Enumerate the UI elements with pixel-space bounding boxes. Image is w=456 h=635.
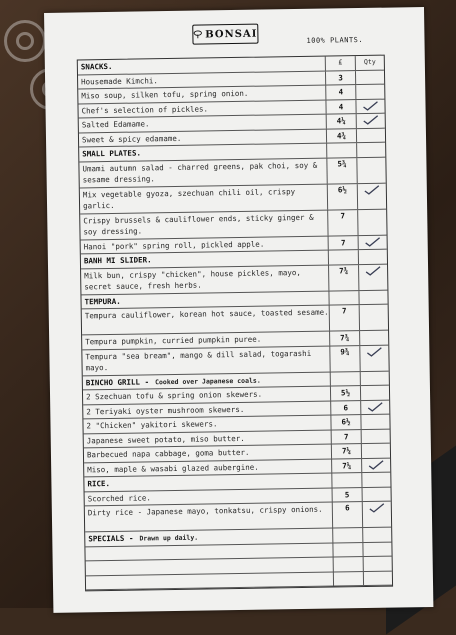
item-price: 7 bbox=[329, 236, 359, 250]
item-price: 6 bbox=[331, 401, 361, 415]
qty-column-header bbox=[363, 528, 391, 542]
empty-price bbox=[333, 543, 363, 557]
check-mark-icon bbox=[364, 184, 380, 194]
item-description: Hanoi "pork" spring roll, pickled apple. bbox=[81, 236, 329, 253]
item-price: 7¾ bbox=[330, 331, 360, 345]
watermark-icon bbox=[4, 20, 46, 62]
item-description: Salted Edamame. bbox=[79, 115, 327, 132]
menu-sheet bbox=[44, 7, 433, 613]
item-description: Crispy brussels & cauliflower ends, sticky ginger & soy dressing. bbox=[80, 210, 328, 239]
section-note: Drawn up daily. bbox=[139, 534, 198, 543]
item-price: 6½ bbox=[331, 415, 361, 429]
item-qty[interactable] bbox=[362, 444, 390, 458]
item-qty[interactable] bbox=[359, 264, 387, 289]
item-description: Housemade Kimchi. bbox=[78, 71, 326, 88]
item-price: 5¾ bbox=[327, 158, 357, 183]
section-title-text: BINCHO GRILL - bbox=[86, 377, 149, 387]
item-price: 4¾ bbox=[327, 129, 357, 143]
logo-text: BONSAI bbox=[205, 28, 257, 40]
item-qty[interactable] bbox=[358, 209, 386, 234]
item-price: 4¼ bbox=[327, 114, 357, 128]
item-qty[interactable] bbox=[359, 235, 387, 249]
price-column-header bbox=[327, 143, 357, 157]
item-price: 5 bbox=[333, 488, 363, 502]
check-mark-icon bbox=[368, 459, 384, 469]
qty-column-header bbox=[362, 473, 390, 487]
section-note: Cooked over Japanese coals. bbox=[155, 376, 261, 386]
item-price: 4 bbox=[326, 85, 356, 99]
qty-column-header bbox=[357, 143, 385, 157]
item-description: Tempura pumpkin, curried pumpkin puree. bbox=[82, 332, 330, 349]
item-description: Scorched rice. bbox=[85, 488, 333, 505]
item-description: 2 Teriyaki oyster mushroom skewers. bbox=[83, 401, 331, 418]
item-price: 7 bbox=[330, 305, 360, 330]
item-description: Japanese sweet potato, miso butter. bbox=[84, 430, 332, 447]
empty-description bbox=[86, 572, 334, 589]
item-qty[interactable] bbox=[361, 415, 389, 429]
tagline: 100% PLANTS. bbox=[306, 36, 363, 45]
item-qty[interactable] bbox=[358, 183, 386, 208]
qty-column-header bbox=[361, 371, 389, 385]
item-qty[interactable] bbox=[356, 70, 384, 84]
check-mark-icon bbox=[367, 401, 383, 411]
empty-qty bbox=[364, 571, 392, 585]
item-price: 7¼ bbox=[332, 444, 362, 458]
item-description: 2 "Chicken" yakitori skewers. bbox=[83, 416, 331, 433]
item-price: 3 bbox=[326, 71, 356, 85]
check-mark-icon bbox=[365, 236, 381, 246]
item-description: Tempura "sea bream", mango & dill salad, togarashi mayo. bbox=[82, 346, 330, 375]
item-price: 7 bbox=[328, 210, 358, 235]
section-title-text: TEMPURA. bbox=[84, 296, 120, 306]
item-qty[interactable] bbox=[360, 305, 388, 330]
section-title-text: SMALL PLATES. bbox=[82, 148, 141, 158]
item-description: Mix vegetable gyoza, szechuan chili oil, crispy garlic. bbox=[80, 184, 328, 213]
item-price: 6½ bbox=[328, 184, 358, 209]
section-title-text: BANH MI SLIDER. bbox=[84, 255, 152, 265]
item-qty[interactable] bbox=[362, 429, 390, 443]
item-description: Sweet & spicy edamame. bbox=[79, 129, 327, 146]
menu-table bbox=[77, 55, 393, 592]
item-qty[interactable] bbox=[360, 331, 388, 345]
item-description: Dirty rice - Japanese mayo, tonkatsu, crispy onions. bbox=[85, 503, 333, 532]
empty-qty bbox=[364, 557, 392, 571]
item-description: Miso, maple & wasabi glazed aubergine. bbox=[84, 459, 332, 476]
price-column-header bbox=[329, 291, 359, 305]
item-qty[interactable] bbox=[357, 128, 385, 142]
check-mark-icon bbox=[369, 503, 385, 513]
qty-column-header bbox=[359, 250, 387, 264]
item-description: Tempura cauliflower, korean hot sauce, toasted sesame. bbox=[82, 306, 330, 335]
price-column-header bbox=[329, 250, 359, 264]
price-column-header bbox=[331, 372, 361, 386]
check-mark-icon bbox=[365, 265, 381, 275]
item-price: 9¾ bbox=[330, 346, 360, 371]
bonsai-tree-icon bbox=[193, 29, 202, 41]
empty-qty bbox=[363, 542, 391, 556]
empty-price bbox=[334, 557, 364, 571]
item-price: 4 bbox=[326, 100, 356, 114]
qty-column-header bbox=[359, 290, 387, 304]
section-title-text: RICE. bbox=[87, 479, 110, 488]
item-price: 7 bbox=[332, 430, 362, 444]
bonsai-logo bbox=[192, 24, 258, 45]
item-qty[interactable] bbox=[356, 85, 384, 99]
check-mark-icon bbox=[366, 346, 382, 356]
price-column-header: £ bbox=[326, 56, 356, 70]
item-description: 2 Szechuan tofu & spring onion skewers. bbox=[83, 387, 331, 404]
qty-column-header: Qty bbox=[356, 56, 384, 70]
item-qty[interactable] bbox=[357, 157, 385, 182]
item-price: 7¾ bbox=[329, 265, 359, 290]
item-description: Milk bun, crispy "chicken", house pickles, mayo, secret sauce, fresh herbs. bbox=[81, 265, 329, 294]
item-price: 6 bbox=[333, 502, 363, 527]
price-column-header bbox=[333, 528, 363, 542]
section-title-text: SNACKS. bbox=[81, 62, 113, 71]
check-mark-icon bbox=[362, 100, 378, 110]
item-qty[interactable] bbox=[360, 345, 388, 370]
item-description: Chef's selection of pickles. bbox=[78, 100, 326, 117]
item-price: 7¼ bbox=[332, 459, 362, 473]
item-price: 5½ bbox=[331, 386, 361, 400]
item-description: Miso soup, silken tofu, spring onion. bbox=[78, 86, 326, 103]
item-qty[interactable] bbox=[357, 114, 385, 128]
section-title-text: SPECIALS - bbox=[88, 534, 133, 544]
item-qty[interactable] bbox=[363, 487, 391, 501]
empty-price bbox=[334, 572, 364, 586]
item-description: Barbecued napa cabbage, goma butter. bbox=[84, 445, 332, 462]
check-mark-icon bbox=[363, 115, 379, 125]
item-qty[interactable] bbox=[361, 386, 389, 400]
item-qty[interactable] bbox=[361, 400, 389, 414]
item-description: Umami autumn salad - charred greens, pak choi, soy & sesame dressing. bbox=[79, 158, 327, 187]
item-qty[interactable] bbox=[362, 458, 390, 472]
price-column-header bbox=[332, 473, 362, 487]
item-qty[interactable] bbox=[363, 502, 391, 527]
item-qty[interactable] bbox=[356, 99, 384, 113]
